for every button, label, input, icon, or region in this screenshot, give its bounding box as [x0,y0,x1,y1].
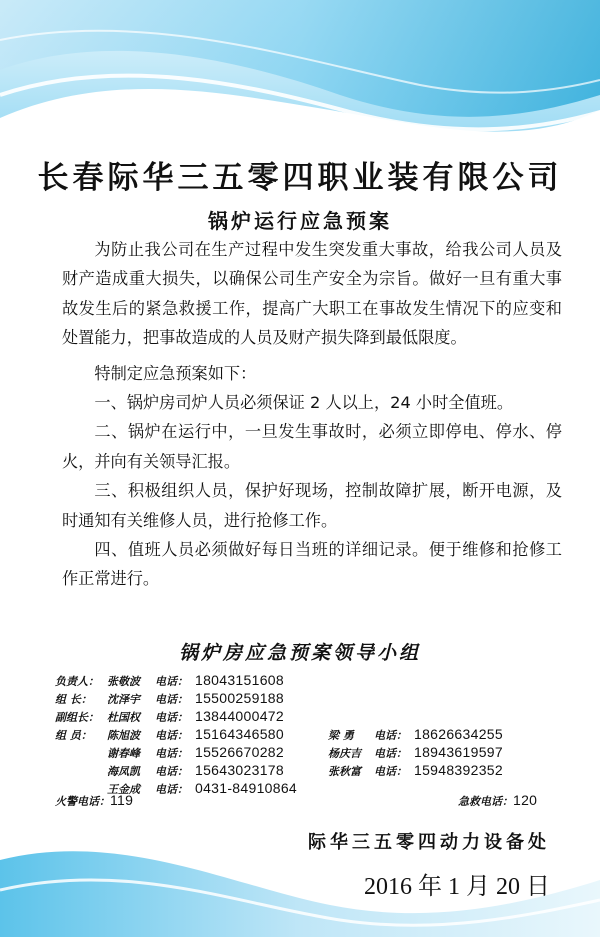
department-signature: 际华三五零四动力设备处 [308,832,550,853]
plan-item-4: 四、值班人员必须做好每日当班的详细记录。便于维修和抢修工作正常进行。 [62,540,562,589]
contact-row: 组 长： 沈泽宇 电话： 15500259188 [55,690,284,706]
contact-row: 梁 勇 电话： 18626634255 [328,726,503,742]
contact-row: 谢春峰 电话： 15526670282 [107,744,284,760]
contact-row: 张秋富 电话： 15948392352 [328,762,503,778]
contact-row: 杨庆吉 电话： 18943619597 [328,744,503,760]
plan-item-1: 一、锅炉房司炉人员必须保证 2 人以上，24 小时全值班。 [94,393,514,413]
document-title: 锅炉运行应急预案 [208,209,392,233]
plan-item-3: 三、积极组织人员，保护好现场，控制故障扩展，断开电源，及时通知有关维修人员，进行抢修工作。 [62,481,562,530]
plan-lead: 特制定应急预案如下： [94,363,257,383]
contact-row: 王金成 电话： 0431-84910864 [107,780,297,796]
contact-row: 海凤凯 电话： 15643023178 [107,762,284,778]
plan-body [62,235,562,594]
contact-row: 副组长： 杜国权 电话： 13844000472 [55,708,284,724]
company-title: 长春际华三五零四职业装有限公司 [37,160,563,196]
ambulance-phone: 急救电话：120 [458,792,538,808]
contact-row: 负责人： 张敬波 电话： 18043151608 [55,672,284,688]
contact-row: 组 员： 陈旭波 电话： 15164346580 [55,726,284,742]
intro-paragraph: 为防止我公司在生产过程中发生突发重大事故，给我公司人员及财产造成重大损失，以确保公司生产安全为宗旨。做好一旦有重大事故发生后的紧急救援工作，提高广大职工在事故发生情况下的应变和处置能力，把事故造成的人员及财产损失降到最低限度。 [62,240,562,348]
plan-item-2: 二、锅炉在运行中，一旦发生事故时，必须立即停电、停水、停火，并向有关领导汇报。 [62,422,562,471]
fire-phone: 火警电话：119 [55,792,134,808]
issue-date: 2016 年 1 月 20 日 [364,874,550,900]
team-title: 锅炉房应急预案领导小组 [178,642,421,664]
